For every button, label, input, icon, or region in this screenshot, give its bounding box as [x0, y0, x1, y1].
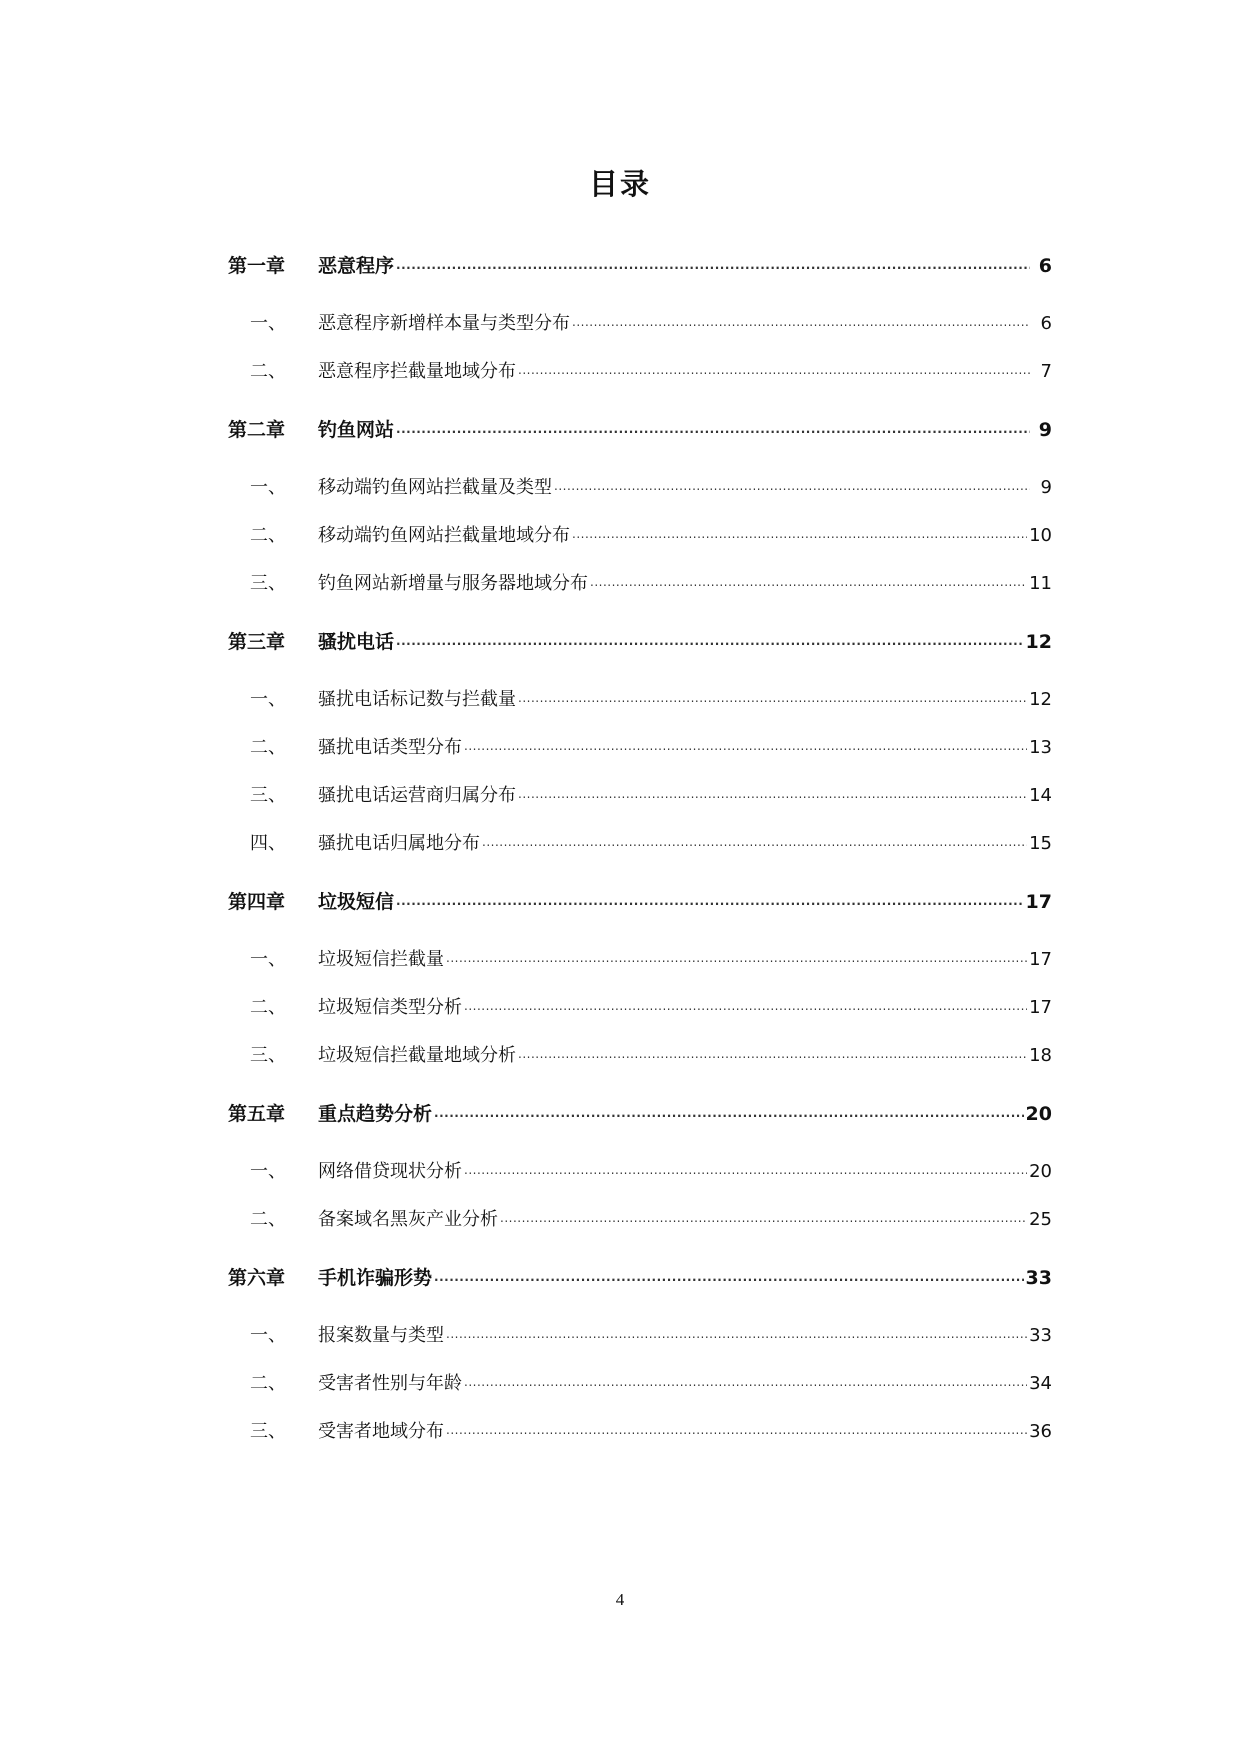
- toc-dot-leader: [518, 777, 1027, 801]
- toc-entry-section[interactable]: [228, 305, 1052, 334]
- toc-dot-leader: [464, 989, 1027, 1013]
- toc-dot-leader: [590, 565, 1027, 589]
- toc-dot-leader: [518, 681, 1027, 705]
- toc-entry-chapter[interactable]: [228, 412, 1052, 441]
- toc-entry-title: 骚扰电话运营商归属分布: [318, 785, 516, 806]
- toc-dot-leader: [572, 305, 1030, 329]
- toc-entry-page: 6: [1038, 255, 1052, 277]
- toc-entry-section[interactable]: [228, 517, 1052, 546]
- toc-entry-title: 骚扰电话归属地分布: [318, 833, 480, 854]
- toc-entry-section[interactable]: [228, 353, 1052, 382]
- toc-dot-leader: [446, 1317, 1027, 1341]
- toc-entry-page: 6: [1040, 313, 1052, 334]
- toc-entry-page: 7: [1040, 361, 1052, 382]
- toc-entry-page: 34: [1029, 1373, 1052, 1394]
- toc-entry-title: 网络借贷现状分析: [318, 1161, 462, 1182]
- toc-dot-leader: [482, 825, 1027, 849]
- toc-entry-page: 20: [1029, 1161, 1052, 1182]
- toc-entry-page: 9: [1040, 477, 1052, 498]
- toc-entry-number: 二、: [250, 525, 286, 546]
- toc-dot-leader: [518, 353, 1030, 377]
- toc-entry-section[interactable]: [228, 1153, 1052, 1182]
- toc-entry-section[interactable]: [228, 1037, 1052, 1066]
- toc-entry-number: 三、: [250, 1421, 286, 1442]
- toc-entry-number: 第三章: [228, 631, 286, 653]
- toc-entry-section[interactable]: [228, 989, 1052, 1018]
- toc-entry-page: 9: [1038, 419, 1052, 441]
- toc-entry-page: 25: [1029, 1209, 1052, 1230]
- toc-entry-number: 三、: [250, 573, 286, 594]
- toc-dot-leader: [518, 1037, 1027, 1061]
- toc-entry-title: 骚扰电话: [318, 631, 395, 653]
- toc-entry-title: 恶意程序拦截量地域分布: [318, 361, 516, 382]
- toc-entry-number: 第六章: [228, 1267, 286, 1289]
- toc-title: 目录: [588, 167, 651, 201]
- toc-entry-title: 备案域名黑灰产业分析: [318, 1209, 498, 1230]
- toc-entry-title: 骚扰电话标记数与拦截量: [318, 689, 516, 710]
- toc-entry-page: 36: [1029, 1421, 1052, 1442]
- toc-dot-leader: [572, 517, 1027, 541]
- toc-entry-number: 一、: [250, 1325, 286, 1346]
- toc-entry-chapter[interactable]: [228, 1260, 1052, 1289]
- toc-entry-title: 垃圾短信类型分析: [318, 997, 462, 1018]
- toc-entry-page: 33: [1029, 1325, 1052, 1346]
- toc-entry-section[interactable]: [228, 681, 1052, 710]
- toc-entry-number: 一、: [250, 689, 286, 710]
- toc-entry-section[interactable]: [228, 729, 1052, 758]
- toc-dot-leader: [396, 248, 1030, 272]
- toc-entry-number: 第二章: [228, 419, 286, 441]
- toc-entry-title: 受害者地域分布: [318, 1421, 444, 1442]
- toc-entry-page: 13: [1029, 737, 1052, 758]
- toc-entry-number: 一、: [250, 477, 286, 498]
- toc-entry-page: 14: [1029, 785, 1052, 806]
- toc-entry-page: 17: [1025, 891, 1052, 913]
- toc-entry-title: 移动端钓鱼网站拦截量地域分布: [318, 525, 570, 546]
- toc-entry-section[interactable]: [228, 777, 1052, 806]
- toc-entry-page: 17: [1029, 997, 1052, 1018]
- toc-entry-chapter[interactable]: [228, 1096, 1052, 1125]
- toc-entry-chapter[interactable]: [228, 624, 1052, 653]
- toc-entry-number: 二、: [250, 997, 286, 1018]
- toc-entry-page: 33: [1025, 1267, 1052, 1289]
- toc-entry-chapter[interactable]: [228, 884, 1052, 913]
- toc-dot-leader: [464, 729, 1027, 753]
- toc-entry-title: 钓鱼网站: [318, 419, 395, 441]
- toc-entry-number: 第一章: [228, 255, 286, 277]
- toc-dot-leader: [500, 1201, 1027, 1225]
- toc-dot-leader: [554, 469, 1030, 493]
- toc-entry-number: 一、: [250, 313, 286, 334]
- toc-entry-title: 恶意程序新增样本量与类型分布: [318, 313, 570, 334]
- toc-dot-leader: [396, 624, 1024, 648]
- toc-entry-section[interactable]: [228, 1317, 1052, 1346]
- toc-list: [228, 248, 1052, 1442]
- toc-entry-page: 20: [1025, 1103, 1052, 1125]
- toc-entry-title: 手机诈骗形势: [318, 1267, 433, 1289]
- toc-dot-leader: [446, 1413, 1027, 1437]
- toc-entry-section[interactable]: [228, 825, 1052, 854]
- toc-entry-title: 垃圾短信拦截量地域分析: [318, 1045, 516, 1066]
- toc-entry-section[interactable]: [228, 941, 1052, 970]
- toc-entry-title: 重点趋势分析: [318, 1103, 433, 1125]
- toc-entry-page: 10: [1029, 525, 1052, 546]
- toc-entry-page: 11: [1029, 573, 1052, 594]
- toc-entry-number: 二、: [250, 1373, 286, 1394]
- toc-entry-number: 二、: [250, 361, 286, 382]
- toc-dot-leader: [434, 1260, 1024, 1284]
- page-number: 4: [615, 1590, 625, 1609]
- toc-entry-title: 骚扰电话类型分布: [318, 737, 462, 758]
- toc-dot-leader: [434, 1096, 1024, 1120]
- toc-entry-number: 一、: [250, 949, 286, 970]
- toc-dot-leader: [464, 1153, 1027, 1177]
- toc-entry-page: 17: [1029, 949, 1052, 970]
- toc-dot-leader: [396, 884, 1024, 908]
- toc-dot-leader: [446, 941, 1027, 965]
- toc-entry-title: 报案数量与类型: [318, 1325, 444, 1346]
- toc-entry-number: 一、: [250, 1161, 286, 1182]
- toc-entry-title: 受害者性别与年龄: [318, 1373, 462, 1394]
- toc-entry-chapter[interactable]: [228, 248, 1052, 277]
- toc-entry-number: 三、: [250, 1045, 286, 1066]
- toc-entry-section[interactable]: [228, 1365, 1052, 1394]
- toc-entry-title: 垃圾短信拦截量: [318, 949, 444, 970]
- toc-entry-title: 垃圾短信: [318, 891, 395, 913]
- toc-entry-title: 钓鱼网站新增量与服务器地域分布: [318, 573, 588, 594]
- toc-entry-page: 12: [1025, 631, 1052, 653]
- toc-entry-number: 二、: [250, 737, 286, 758]
- toc-entry-page: 18: [1029, 1045, 1052, 1066]
- toc-dot-leader: [464, 1365, 1027, 1389]
- toc-entry-page: 15: [1029, 833, 1052, 854]
- toc-entry-number: 第五章: [228, 1103, 286, 1125]
- toc-entry-number: 第四章: [228, 891, 286, 913]
- toc-entry-number: 二、: [250, 1209, 286, 1230]
- toc-entry-section[interactable]: [228, 565, 1052, 594]
- toc-entry-title: 移动端钓鱼网站拦截量及类型: [318, 477, 552, 498]
- toc-entry-section[interactable]: [228, 1413, 1052, 1442]
- toc-entry-page: 12: [1029, 689, 1052, 710]
- toc-entry-number: 三、: [250, 785, 286, 806]
- toc-entry-number: 四、: [250, 833, 286, 854]
- toc-entry-section[interactable]: [228, 1201, 1052, 1230]
- toc-dot-leader: [396, 412, 1030, 436]
- toc-entry-title: 恶意程序: [318, 255, 395, 277]
- toc-entry-section[interactable]: [228, 469, 1052, 498]
